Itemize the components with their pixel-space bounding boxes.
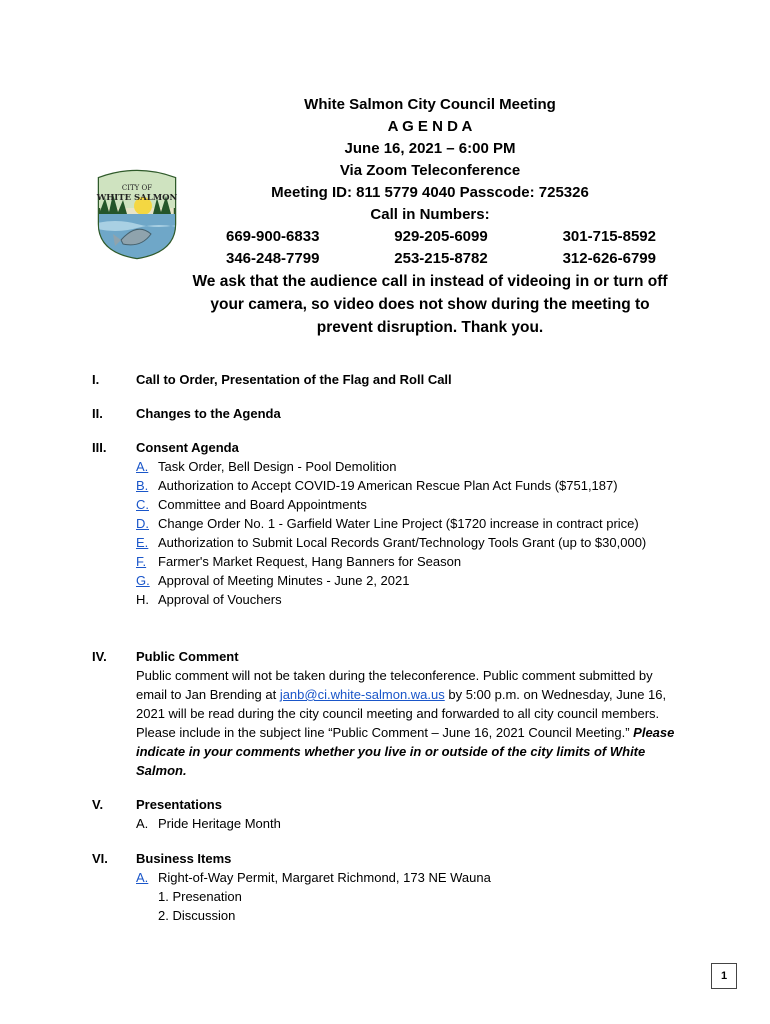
item-link[interactable]: A.: [136, 870, 149, 885]
item-link[interactable]: B.: [136, 478, 149, 493]
paragraph-text: Public comment will not be taken during the teleconference. Public comment submitted by email to Jan Brending at: [136, 668, 653, 702]
item-letter: H.: [136, 592, 149, 607]
list-item: [136, 495, 676, 514]
paragraph-text: by 5:00 p.m. on Wednesday, June 16, 2021 will be read during the city council meeting and forwarded to all city council members. Please include in the subject line “Public Comment – June 16, 2021 Council Meeting.”: [136, 687, 667, 740]
meeting-date: June 16, 2021 – 6:00 PM: [344, 140, 516, 157]
item-letter: A.: [136, 816, 149, 831]
emphasis-text: Please indicate in your comments whether you live in or outside of the city limits of White Salmon.: [136, 725, 675, 778]
list-item: [136, 814, 676, 833]
item-text: Committee and Board Appointments: [158, 497, 367, 512]
section-title: Call to Order, Presentation of the Flag and Roll Call: [136, 372, 452, 387]
item-text: Right-of-Way Permit, Margaret Richmond, 173 NE Wauna: [158, 870, 491, 885]
call-in-label: Call in Numbers:: [370, 206, 490, 223]
list-item: [136, 457, 676, 476]
agenda-header: [185, 94, 675, 339]
phone-number: 929-205-6099: [394, 228, 488, 245]
item-text: Change Order No. 1 - Garfield Water Line Project ($1720 increase in contract price): [158, 516, 639, 531]
phone-number: 312-626-6799: [562, 250, 656, 267]
list-item: [136, 514, 676, 533]
section-number: I.: [92, 372, 100, 387]
phone-number: 253-215-8782: [394, 250, 488, 267]
section-title: Business Items: [136, 851, 232, 866]
phone-number: 346-248-7799: [226, 250, 320, 267]
public-comment-paragraph: [136, 666, 676, 780]
phone-number: 301-715-8592: [562, 228, 656, 245]
item-link[interactable]: A.: [136, 459, 149, 474]
item-text: Approval of Vouchers: [158, 592, 282, 607]
section-title: Presentations: [136, 797, 222, 812]
email-link[interactable]: janb@ci.white-salmon.wa.us: [279, 687, 445, 702]
section-title: Consent Agenda: [136, 440, 239, 455]
sub-item: 1. Presenation: [158, 889, 242, 904]
item-link[interactable]: C.: [136, 497, 149, 512]
meeting-id: Meeting ID: 811 5779 4040 Passcode: 725326: [271, 184, 589, 201]
item-text: Pride Heritage Month: [158, 816, 281, 831]
item-text: Authorization to Accept COVID-19 American Rescue Plan Act Funds ($751,187): [158, 478, 618, 493]
section-number: V.: [92, 797, 104, 812]
section-number: III.: [92, 440, 107, 455]
list-item: [136, 476, 676, 495]
phone-row-2: [204, 248, 656, 270]
audience-notice: We ask that the audience call in instead of videoing in or turn off your camera, so video does not show during the meeting to prevent disruption. Thank you.: [192, 273, 668, 336]
item-text: Task Order, Bell Design - Pool Demolition: [158, 459, 397, 474]
section-title: Changes to the Agenda: [136, 406, 281, 421]
item-link[interactable]: F.: [136, 554, 147, 569]
list-item: [136, 552, 676, 571]
phone-row-1: [204, 226, 656, 248]
item-text: Authorization to Submit Local Records Grant/Technology Tools Grant (up to $30,000): [158, 535, 647, 550]
list-item: [136, 571, 676, 590]
item-text: Farmer's Market Request, Hang Banners for Season: [158, 554, 462, 569]
meeting-location: Via Zoom Teleconference: [339, 162, 521, 179]
section-number: IV.: [92, 649, 107, 664]
list-item: [136, 533, 676, 552]
sub-item: 2. Discussion: [158, 908, 236, 923]
section-number: VI.: [92, 851, 108, 866]
item-text: Approval of Meeting Minutes - June 2, 2021: [158, 573, 410, 588]
item-link[interactable]: E.: [136, 535, 149, 550]
city-seal-logo: [93, 168, 181, 260]
section-title: Public Comment: [136, 649, 239, 664]
svg-text:WHITE SALMON: WHITE SALMON: [96, 193, 178, 203]
list-item: [136, 868, 676, 887]
item-link[interactable]: G.: [136, 573, 150, 588]
section-number: II.: [92, 406, 103, 421]
svg-text:CITY OF: CITY OF: [121, 184, 153, 192]
list-item: [136, 590, 676, 609]
agenda-heading: A G E N D A: [387, 118, 473, 135]
phone-number: 669-900-6833: [226, 228, 320, 245]
page-number: 1: [711, 963, 737, 989]
meeting-title: White Salmon City Council Meeting: [304, 96, 556, 113]
item-link[interactable]: D.: [136, 516, 149, 531]
